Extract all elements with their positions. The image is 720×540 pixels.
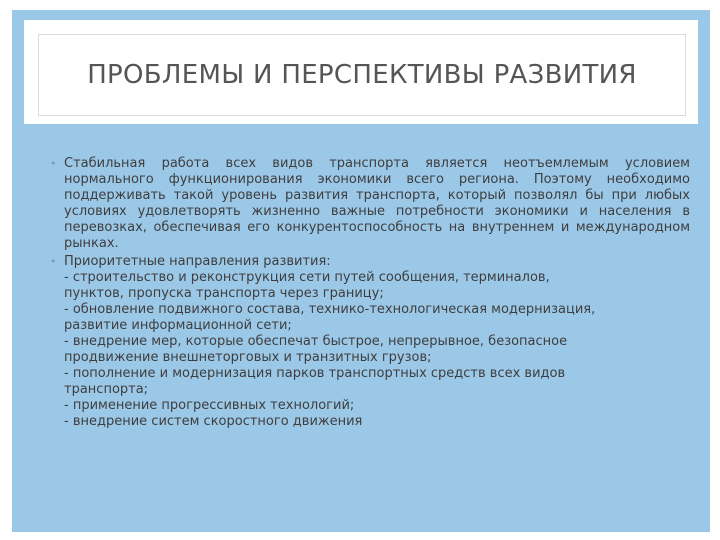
bullet-text: Стабильная работа всех видов транспорта является неотъемлемым условием нормального функционирования экономики всего региона. Поэтому необходимо поддерживать такой уровень развития транспорта, который позволял бы при любых условиях удовлетворять жизненно важные потребности экономики и населения в перевозках, обеспечивая его конкурентоспособность на внутреннем и международном рынках.: [64, 156, 690, 251]
slide-content: [50, 156, 690, 432]
priority-line: пунктов, пропуска транспорта через границу;: [64, 286, 384, 301]
priority-line: - внедрение мер, которые обеспечат быстрое, непрерывное, безопасное: [64, 334, 568, 349]
bullet-icon: •: [50, 157, 57, 170]
bullet-priorities: [50, 254, 690, 430]
content-area: [24, 126, 698, 520]
priority-line: развитие информационной сети;: [64, 318, 292, 333]
bullet-icon: •: [50, 255, 57, 268]
slide: [24, 20, 698, 520]
priority-line: продвижение внешнеторговых и транзитных грузов;: [64, 350, 432, 365]
priority-line: - строительство и реконструкция сети путей сообщения, терминалов,: [64, 270, 550, 285]
priority-line: транспорта;: [64, 382, 149, 397]
priority-line: - обновление подвижного состава, технико-технологическая модернизация,: [64, 302, 596, 317]
title-box: [38, 34, 686, 116]
priorities-heading: Приоритетные направления развития:: [64, 254, 331, 269]
priority-line: - пополнение и модернизация парков транспортных средств всех видов: [64, 366, 566, 381]
title-area: [24, 20, 698, 120]
priority-line: - применение прогрессивных технологий;: [64, 398, 355, 413]
bullet-paragraph: [50, 156, 690, 252]
priority-line: - внедрение систем скоростного движения: [64, 414, 363, 429]
slide-title: ПРОБЛЕМЫ И ПЕРСПЕКТИВЫ РАЗВИТИЯ: [87, 60, 637, 90]
slide-frame: [12, 10, 710, 532]
